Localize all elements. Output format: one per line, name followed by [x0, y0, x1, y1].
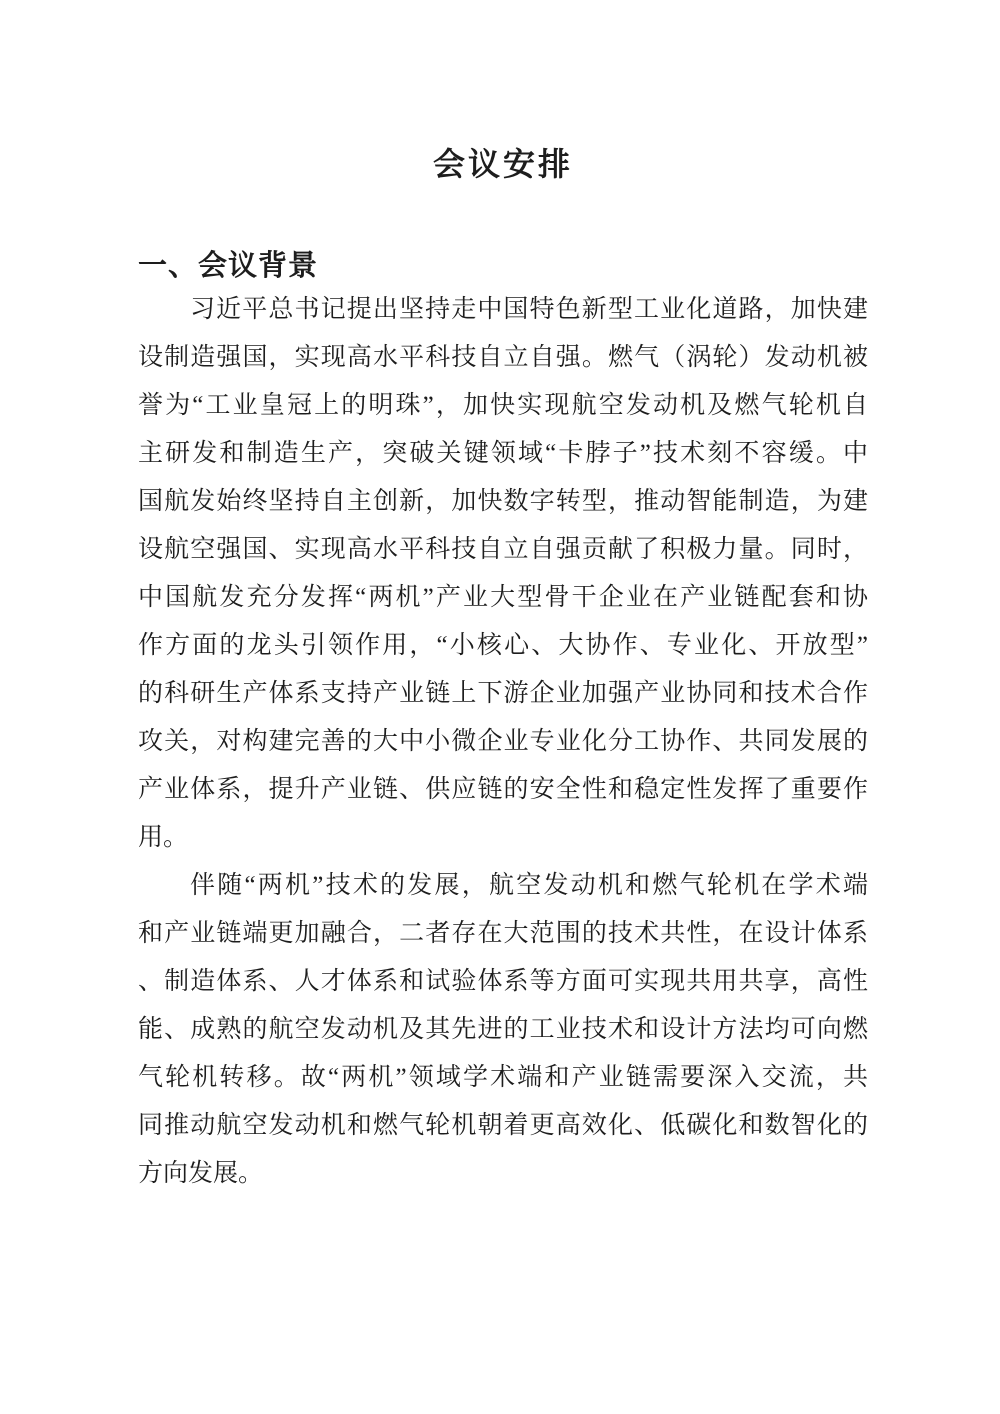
page-title: 会议安排 [432, 146, 573, 182]
text-line: 用。 [138, 824, 189, 851]
section-heading-background: 一、会议背景 [138, 250, 319, 282]
text-line: 同推动航空发动机和燃气轮机朝着更高效化、低碳化和数智化的 [138, 1112, 868, 1139]
text-line: 誉为“工业皇冠上的明珠”，加快实现航空发动机及燃气轮机自 [138, 392, 868, 419]
document-body [138, 286, 868, 1198]
text-line: 中国航发充分发挥“两机”产业大型骨干企业在产业链配套和协 [138, 584, 868, 611]
text-line: 作方面的龙头引领作用，“小核心、大协作、专业化、开放型” [138, 632, 868, 659]
text-line: 和产业链端更加融合，二者存在大范围的技术共性，在设计体系 [138, 920, 868, 947]
text-line: 习近平总书记提出坚持走中国特色新型工业化道路，加快建 [190, 296, 868, 323]
text-line: 主研发和制造生产，突破关键领域“卡脖子”技术刻不容缓。中 [138, 440, 868, 467]
text-line: 攻关，对构建完善的大中小微企业专业化分工协作、共同发展的 [138, 728, 868, 755]
text-line: 产业体系，提升产业链、供应链的安全性和稳定性发挥了重要作 [138, 776, 868, 803]
text-line: 气轮机转移。故“两机”领域学术端和产业链需要深入交流，共 [138, 1064, 868, 1091]
text-line: 能、成熟的航空发动机及其先进的工业技术和设计方法均可向燃 [138, 1016, 868, 1043]
text-line: 国航发始终坚持自主创新，加快数字转型，推动智能制造，为建 [138, 488, 868, 515]
text-line: 设制造强国，实现高水平科技自立自强。燃气（涡轮）发动机被 [138, 344, 868, 371]
text-line: 方向发展。 [138, 1160, 264, 1187]
text-line: 、制造体系、人才体系和试验体系等方面可实现共用共享，高性 [138, 968, 868, 995]
text-line: 的科研生产体系支持产业链上下游企业加强产业协同和技术合作 [138, 680, 868, 707]
text-line: 设航空强国、实现高水平科技自立自强贡献了积极力量。同时， [138, 536, 868, 563]
text-line: 伴随“两机”技术的发展，航空发动机和燃气轮机在学术端 [190, 872, 868, 899]
